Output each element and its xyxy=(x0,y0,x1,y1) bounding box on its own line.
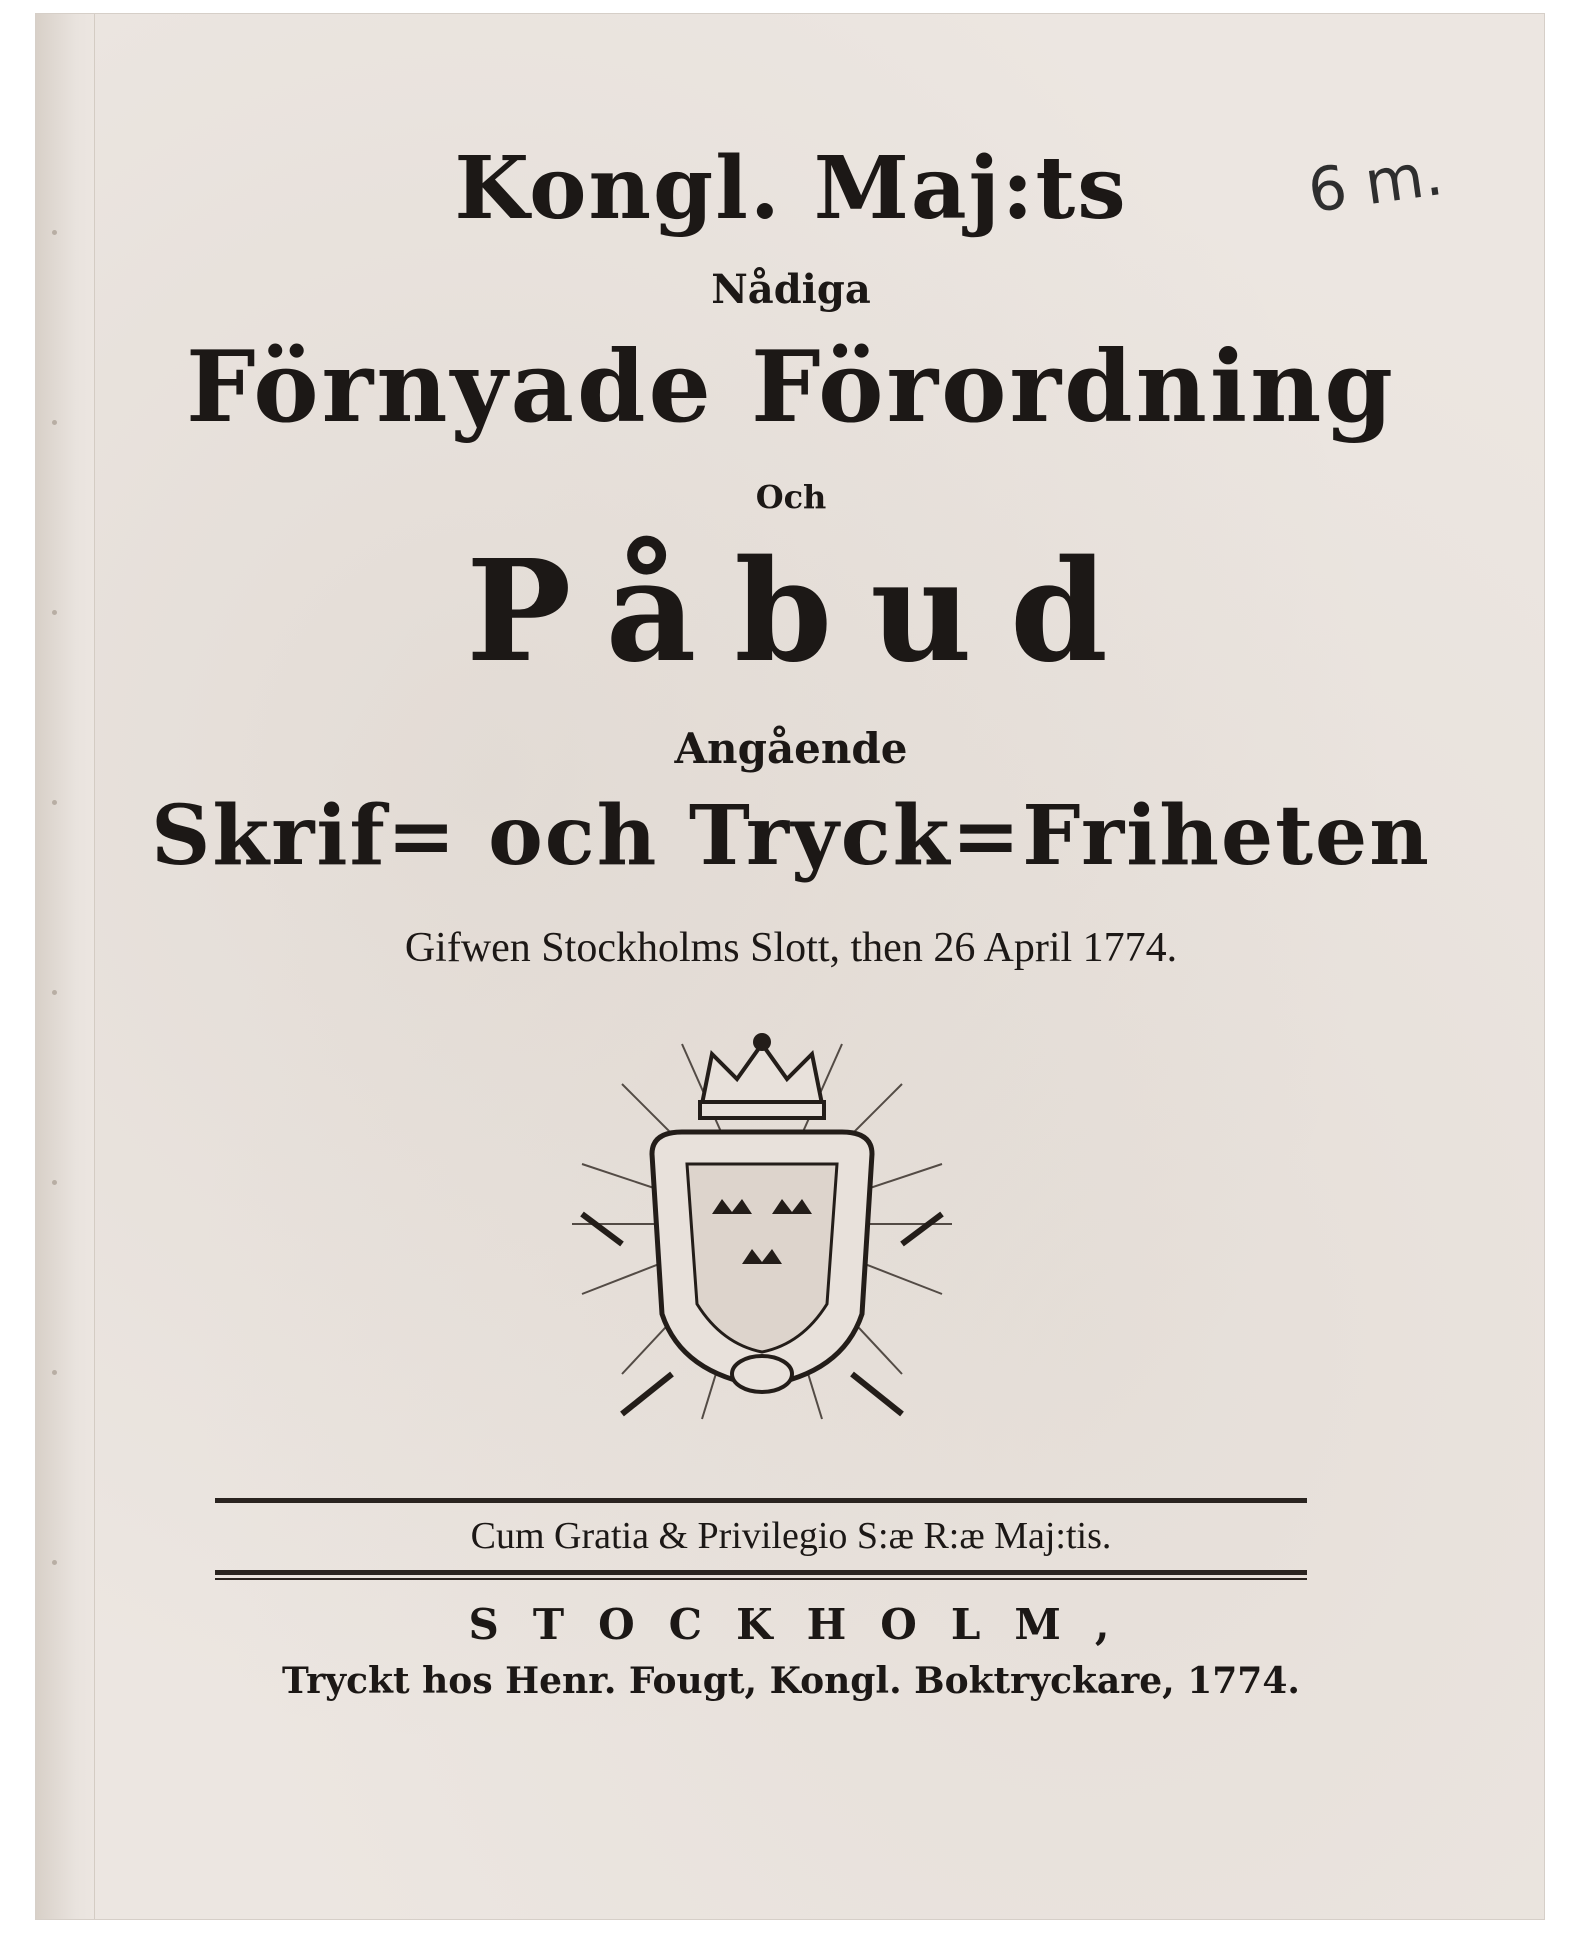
imprint-city: STOCKHOLM, xyxy=(468,1600,1144,1649)
stitch-hole xyxy=(52,1560,57,1565)
stitch-hole xyxy=(52,1180,57,1185)
royal-coat-of-arms-icon xyxy=(562,1014,962,1434)
stitch-hole xyxy=(52,990,57,995)
title-line-5: Påbud xyxy=(466,530,1146,694)
title-line-6: Angående xyxy=(674,724,908,773)
title-line-7: Skrif= och Tryck=Friheten xyxy=(151,788,1431,884)
date-line: Gifwen Stockholms Slott, then 26 April 1774. xyxy=(404,925,1178,971)
divider-rule xyxy=(215,1570,1307,1575)
title-line-4: Och xyxy=(755,478,827,516)
divider-rule xyxy=(215,1578,1307,1580)
handwritten-note: 6 m. xyxy=(1303,138,1447,228)
title-line-3: Förnyade Förordning xyxy=(186,330,1396,445)
imprint-line: Tryckt hos Henr. Fougt, Kongl. Boktryckare, 1774. xyxy=(282,1660,1300,1702)
privilege-line: Cum Gratia & Privilegio S:æ R:æ Maj:tis. xyxy=(470,1515,1112,1557)
divider-rule xyxy=(215,1498,1307,1503)
stitch-hole xyxy=(52,1370,57,1375)
title-line-2: Nådiga xyxy=(711,266,871,313)
title-line-1: Kongl. Maj:ts xyxy=(454,138,1128,239)
